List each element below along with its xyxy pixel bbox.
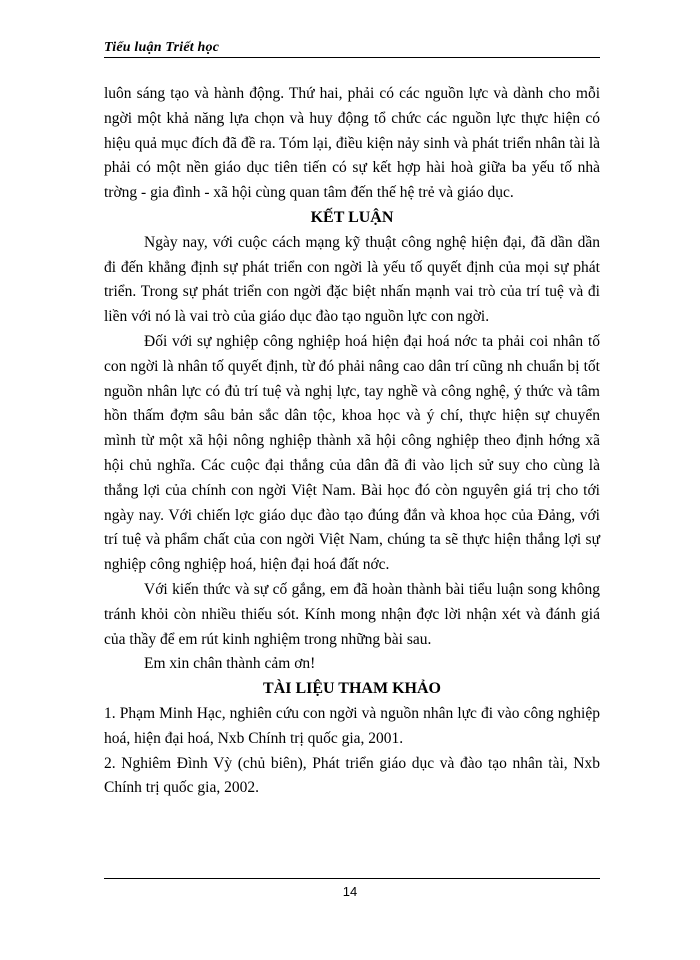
reference-item-2: 2. Nghiêm Đình Vỳ (chủ biên), Phát triển giáo dục và đào tạo nhân tài, Nxb Chính trị quốc gia, 2002.: [104, 754, 600, 797]
conclusion-paragraph-1: Ngày nay, với cuộc cách mạng kỹ thuật công nghệ hiện đại, đã dần dần đi đến khẳng định sự phát triển con ngời là yếu tố quyết định của mọi sự phát triển. Trong sự phát triển con ngời đặc biệt nhấn mạnh vai trò của trí tuệ và đi liền với nó là vai trò của giáo dục đào tạo nguồn lực con ngời.: [104, 233, 600, 326]
intro-paragraph: luôn sáng tạo và hành động. Thứ hai, phải có các nguồn lực và dành cho mỗi ngời một khả năng lựa chọn và huy động tổ chức các nguồn lực thực hiện có hiệu quả mục đích đã đề ra. Tóm lại, điều kiện nảy sinh và phát triển nhân tài là phải có một nền giáo dục tiên tiến có sự kết hợp hài hoà giữa ba yếu tố nhà trờng - gia đình - xã hội cùng quan tâm đến thế hệ trẻ và giáo dục.: [104, 85, 600, 202]
conclusion-paragraph-2: Đối với sự nghiệp công nghiệp hoá hiện đại hoá nớc ta phải coi nhân tố con ngời là nhân tố quyết định, từ đó phải nâng cao dân trí cũng nh chuẩn bị tốt nguồn nhân lực có đủ trí tuệ và nghị lực, tay nghề và công nghệ, ý thức và tâm hồn thấm đợm sâu bản sắc dân tộc, khoa học và ý chí, thực hiện sự chuyển mình từ một xã hội nông nghiệp thành xã hội công nghiệp theo định hớng xã hội chủ nghĩa. Các cuộc đại thắng của dân đã đi vào lịch sử suy cho cùng là thắng lợi của chính con ngời Việt Nam. Bài học đó còn nguyên giá trị cho tới ngày nay. Với chiến lợc giáo dục đào tạo đúng đắn và khoa học của Đảng, với trí tuệ và phẩm chất của con ngời Việt Nam, chúng ta sẽ thực hiện thắng lợi sự nghiệp công nghiệp hoá, hiện đại hoá đất nớc.: [104, 332, 600, 574]
footer-divider: [104, 878, 600, 879]
references-heading: TÀI LIỆU THAM KHẢO: [263, 680, 441, 698]
reference-item-1: 1. Phạm Minh Hạc, nghiên cứu con ngời và nguồn nhân lực đi vào công nghiệp hoá, hiện đại hoá, Nxb Chính trị quốc gia, 2001.: [104, 704, 600, 747]
thanks-line: Em xin chân thành cảm ơn!: [144, 655, 316, 673]
page-body: [104, 82, 600, 801]
conclusion-heading: KẾT LUẬN: [310, 208, 394, 226]
running-header: Tiểu luận Triết học: [104, 40, 220, 55]
page-number: 14: [342, 884, 358, 899]
header-divider: [104, 57, 600, 58]
conclusion-paragraph-3: Với kiến thức và sự cố gắng, em đã hoàn thành bài tiểu luận song không tránh khỏi còn nhiều thiếu sót. Kính mong nhận đợc lời nhận xét và đánh giá của thầy để em rút kinh nghiệm trong những bài sau.: [104, 580, 600, 648]
